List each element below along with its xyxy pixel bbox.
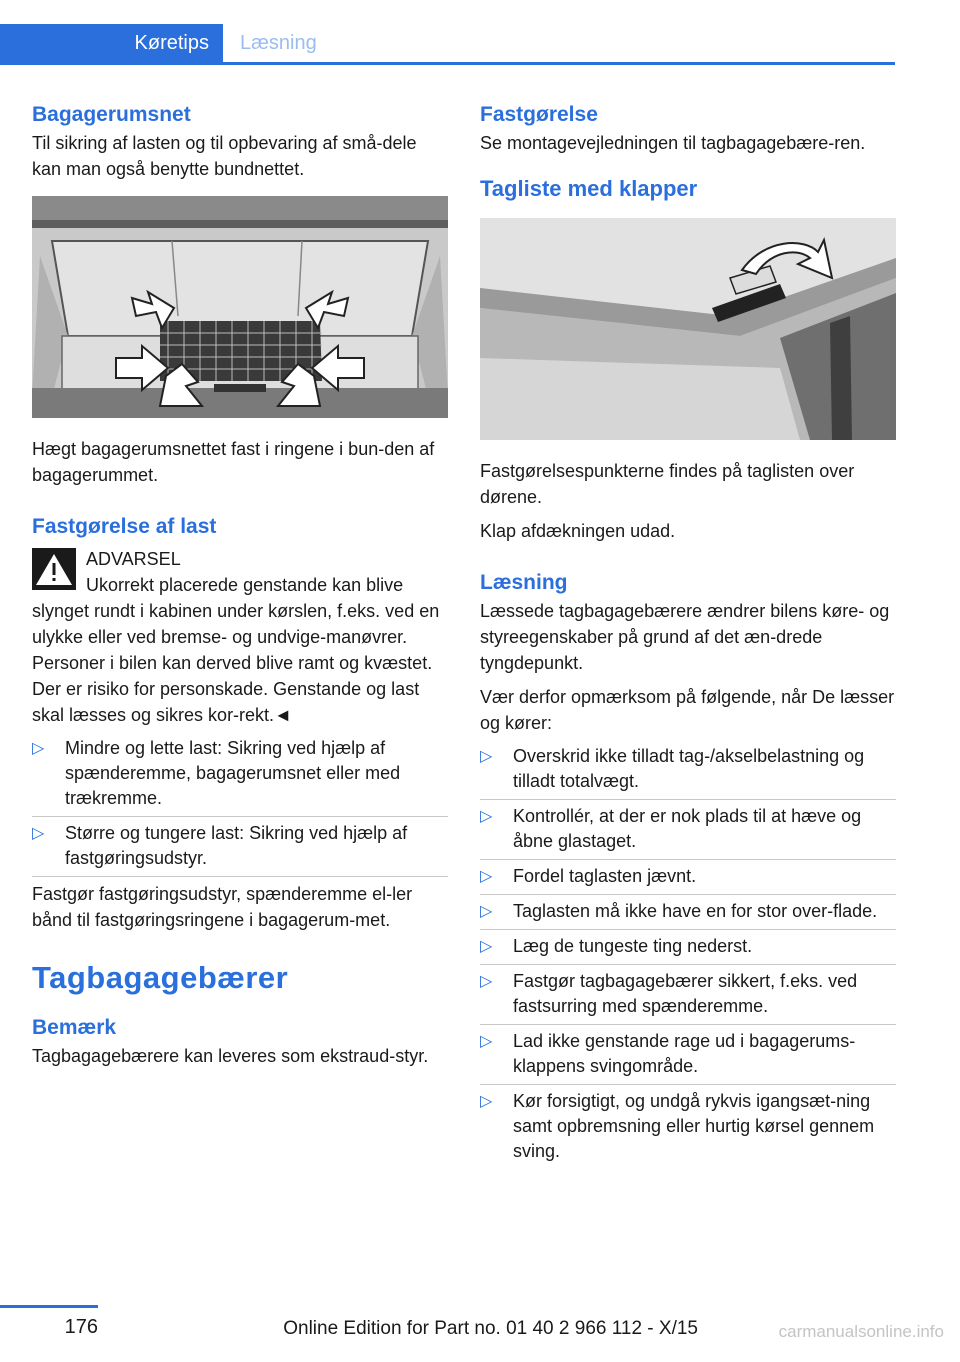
para-laesning-1: Læssede tagbagagebærere ændrer bilens køre- og styreegenskaber på grund af det æn-drede tyngdepunkt. <box>480 601 890 673</box>
triangle-right-icon: ▷ <box>480 748 493 765</box>
list-item: ▷ Kontrollér, at der er nok plads til at hæve og åbne glastaget. <box>480 804 896 860</box>
bullet-list-last <box>32 736 448 877</box>
warning-triangle-icon <box>32 548 76 590</box>
para-fastgor: Fastgør fastgøringsudstyr, spænderemme el-ler bånd til fastgøringsringene i bagagerum-met. <box>32 884 413 930</box>
list-item: ▷ Kør forsigtigt, og undgå rykvis igangsæt-ning samt opbremsning eller hurtig kørsel gennem sving. <box>480 1091 875 1161</box>
triangle-right-icon: ▷ <box>480 868 493 885</box>
bullet-list-laesning <box>480 744 896 1169</box>
trunk-net-illustration <box>32 196 448 418</box>
page-number: 176 <box>64 1316 98 1338</box>
para-bemaerk: Tagbagagebærere kan leveres som ekstraud-styr. <box>32 1046 429 1066</box>
warning-text: slynget rundt i kabinen under kørslen, f.eks. ved en ulykke eller ved bremse- og undvige-manøvrer. Personer i bilen kan derved blive ramt og kvæstet. Der er risiko for personskade. Genstande og last skal læsses og sikres kor-rekt.◄ <box>32 601 440 725</box>
para-laesning-2: Vær derfor opmærksom på følgende, når De læsser og kører: <box>480 687 895 733</box>
warning-block <box>32 546 448 598</box>
heading-bagagerumsnet: Bagagerumsnet <box>32 103 191 126</box>
list-item: ▷ Taglasten må ikke have en for stor over-flade. <box>480 899 896 930</box>
para-bagagerumsnet: Til sikring af lasten og til opbevaring af små-dele kan man også benytte bundnettet. <box>32 133 417 179</box>
list-item: ▷ Fastgør tagbagagebærer sikkert, f.eks. ved fastsurring med spænderemme. <box>480 969 896 1025</box>
list-item: ▷ Læg de tungeste ting nederst. <box>480 934 896 965</box>
tab-koretips[interactable]: Køretips <box>0 24 223 62</box>
warning-title: ADVARSEL <box>86 549 181 569</box>
heading-tagliste: Tagliste med klapper <box>480 176 698 201</box>
list-item: ▷ Mindre og lette last: Sikring ved hjælp af spænderemme, bagagerumsnet eller med trækremme. <box>32 736 448 817</box>
list-item: ▷ Større og tungere last: Sikring ved hjælp af fastgøringsudstyr. <box>32 821 448 877</box>
triangle-right-icon: ▷ <box>480 1033 493 1050</box>
triangle-right-icon: ▷ <box>480 903 493 920</box>
footer-edition: Online Edition for Part no. 01 40 2 966 112 - X/15 <box>283 1318 698 1339</box>
warning-first-line: Ukorrekt placerede genstande kan blive <box>86 575 404 595</box>
triangle-right-icon: ▷ <box>480 1093 493 1110</box>
list-item: ▷ Fordel taglasten jævnt. <box>480 864 896 895</box>
triangle-right-icon: ▷ <box>480 973 493 990</box>
triangle-right-icon: ▷ <box>480 938 493 955</box>
list-item: ▷ Lad ikke genstande rage ud i bagagerums-klappens svingområde. <box>480 1029 896 1085</box>
heading-fastgorelse-af-last: Fastgørelse af last <box>32 515 217 538</box>
heading-tagbagagebaerer: Tagbagagebærer <box>32 960 289 995</box>
caption-bagagerumsnet: Hægt bagagerumsnettet fast i ringene i bun-den af bagagerummet. <box>32 439 435 485</box>
para-tagliste-1: Fastgørelsespunkterne findes på taglisten over dørene. <box>480 461 855 507</box>
triangle-right-icon: ▷ <box>32 825 45 842</box>
heading-bemaerk: Bemærk <box>32 1016 117 1039</box>
left-column <box>32 100 448 1069</box>
list-item: ▷ Overskrid ikke tilladt tag-/akselbelastning og tilladt totalvægt. <box>480 744 896 800</box>
roof-rail-illustration <box>480 218 896 440</box>
page-number-bar <box>0 1305 98 1308</box>
para-tagliste-2: Klap afdækningen udad. <box>480 521 676 541</box>
chapter-tabbar <box>0 24 895 65</box>
heading-fastgorelse: Fastgørelse <box>480 103 598 126</box>
right-column <box>480 100 896 1173</box>
tab-laesning[interactable]: Læsning <box>240 31 317 54</box>
para-fastgorelse: Se montagevejledningen til tagbagagebære-ren. <box>480 133 866 153</box>
triangle-right-icon: ▷ <box>480 808 493 825</box>
heading-laesning: Læsning <box>480 571 568 594</box>
triangle-right-icon: ▷ <box>32 740 45 757</box>
footer-watermark: carmanualsonline.info <box>778 1322 944 1341</box>
